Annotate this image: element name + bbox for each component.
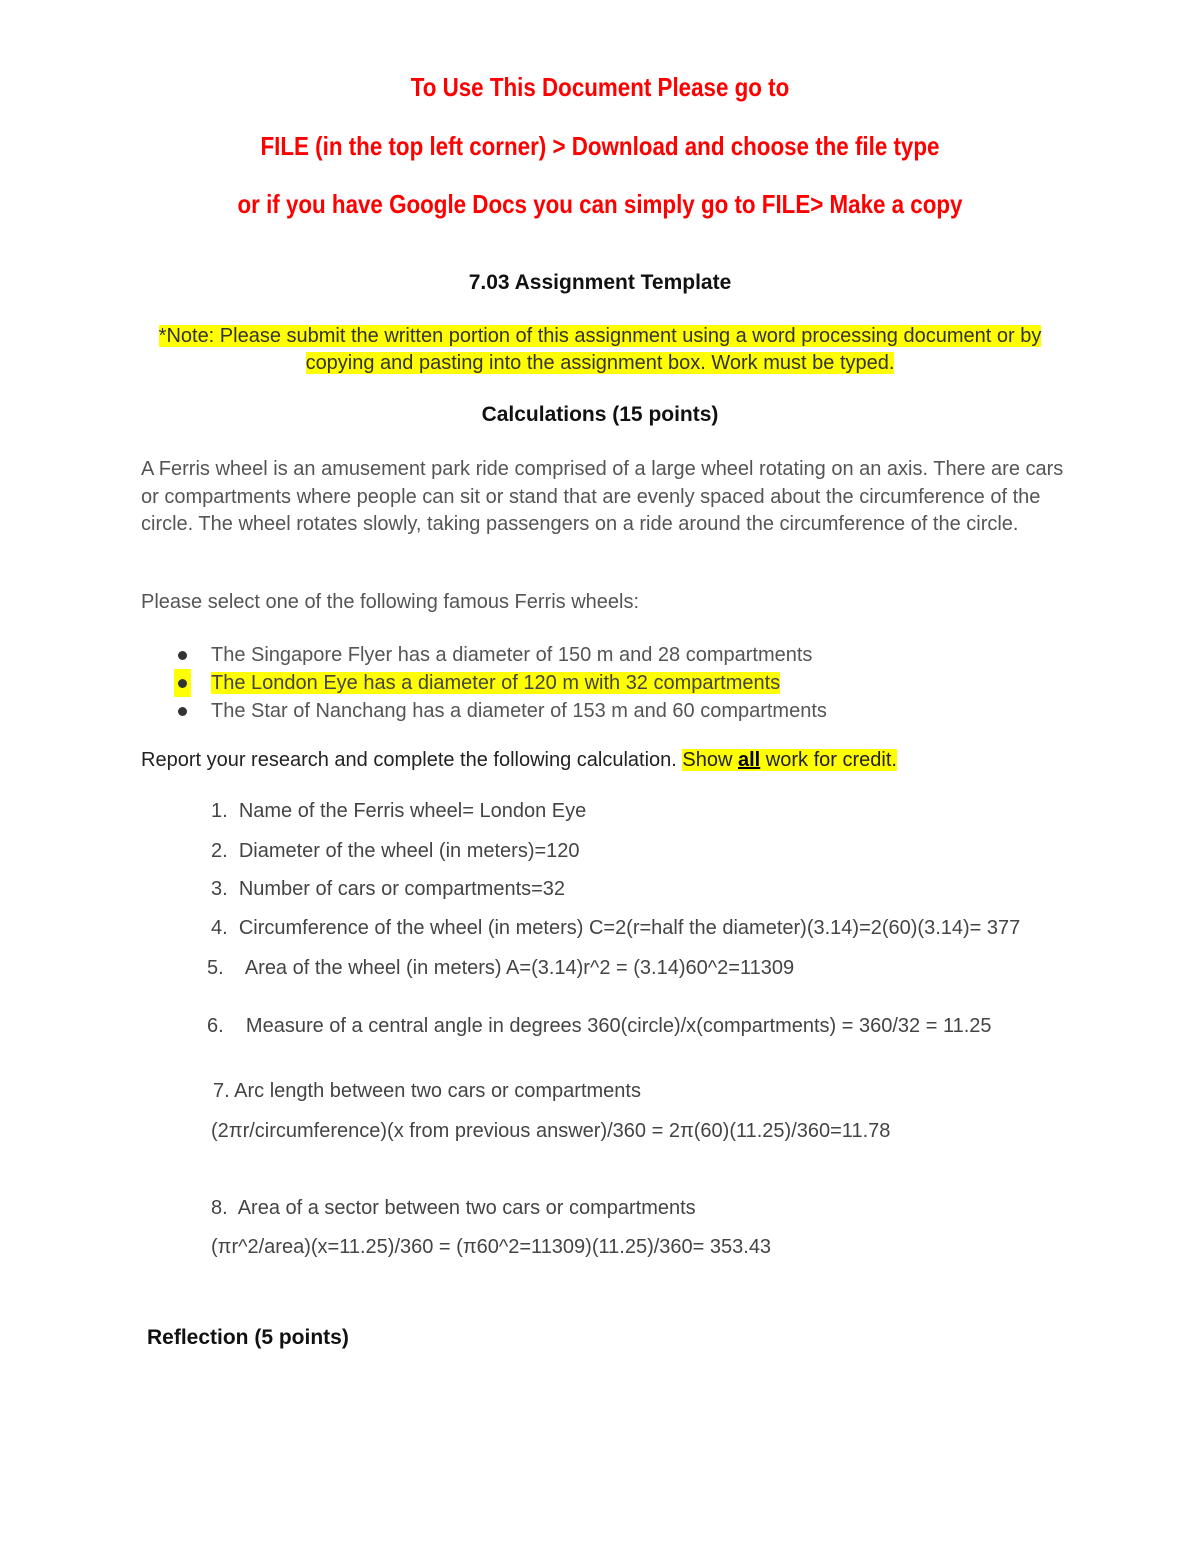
report-hl-post: work for credit.	[760, 749, 897, 771]
calc-item-3	[211, 878, 565, 901]
item-text: Area of the wheel (in meters) A=(3.14)r^2 = (3.14)60^2=11309	[244, 957, 795, 979]
calc-item-2	[211, 840, 580, 863]
item-text: Circumference of the wheel (in meters) C=2(r=half the diameter)(3.14)=2(60)(3.14)= 377	[238, 917, 1021, 939]
item-text: Name of the Ferris wheel= London Eye	[238, 800, 587, 822]
instruction-banner-line-3: or if you have Google Docs you can simply go to FILE> Make a copy	[237, 189, 963, 219]
calc-item-4	[211, 917, 1020, 940]
item-number: 1.	[211, 800, 228, 822]
item-number: 5.	[207, 957, 224, 979]
ferris-wheel-list	[141, 641, 1041, 725]
calc-item-1	[211, 800, 586, 823]
item-text: Number of cars or compartments=32	[238, 878, 566, 900]
item-text: Area of a sector between two cars or compartments	[237, 1197, 696, 1219]
bullet-icon	[178, 679, 187, 688]
report-hl-pre: Show	[682, 749, 738, 771]
bullet-icon	[178, 651, 187, 660]
item-text: Arc length between two cars or compartments	[234, 1080, 641, 1102]
report-instruction	[141, 749, 897, 772]
assignment-title: 7.03 Assignment Template	[468, 271, 732, 294]
item-number: 7.	[213, 1080, 230, 1102]
item-text: Diameter of the wheel (in meters)=120	[238, 840, 580, 862]
calc-item-7-work: (2πr/circumference)(x from previous answer)/360 = 2π(60)(11.25)/360=11.78	[211, 1120, 891, 1142]
item-text: Measure of a central angle in degrees 360(circle)/x(compartments) = 360/32 = 11.25	[245, 1015, 992, 1037]
calc-item-5	[207, 957, 794, 980]
report-lead: Report your research and complete the following calculation.	[141, 749, 683, 771]
item-number: 2.	[211, 840, 228, 862]
calc-item-8	[211, 1197, 696, 1220]
list-item-text: The Star of Nanchang has a diameter of 153 m and 60 compartments	[211, 700, 827, 722]
list-item-text: The Singapore Flyer has a diameter of 150 m and 28 compartments	[211, 644, 813, 666]
item-number: 8.	[211, 1197, 228, 1219]
calc-item-8-work: (πr^2/area)(x=11.25)/360 = (π60^2=11309)(11.25)/360= 353.43	[211, 1236, 772, 1258]
item-number: 4.	[211, 917, 228, 939]
list-item-selected	[141, 669, 1041, 697]
instruction-banner-line-2: FILE (in the top left corner) > Download and choose the file type	[260, 131, 940, 161]
calc-item-7	[213, 1080, 641, 1103]
calc-item-6	[207, 1015, 992, 1038]
bullet-icon	[178, 707, 187, 716]
reflection-heading: Reflection (5 points)	[147, 1326, 349, 1349]
list-item	[141, 697, 1041, 725]
select-prompt: Please select one of the following famous Ferris wheels:	[141, 591, 640, 613]
note-highlight: *Note: Please submit the written portion of this assignment using a word processing document or by copying and pasting into the assignment box. Work must be typed.	[158, 325, 1042, 374]
item-number: 6.	[207, 1015, 224, 1037]
report-hl-bold: all	[738, 749, 761, 771]
report-highlight	[682, 749, 897, 771]
calculations-heading: Calculations (15 points)	[481, 403, 719, 426]
list-item	[141, 641, 1041, 669]
instruction-banner-line-1: To Use This Document Please go to	[410, 72, 790, 102]
note-paragraph	[140, 323, 1060, 377]
list-item-text: The London Eye has a diameter of 120 m with 32 compartments	[211, 672, 781, 694]
item-number: 3.	[211, 878, 228, 900]
intro-paragraph: A Ferris wheel is an amusement park ride comprised of a large wheel rotating on an axis. There are cars or compartments where people can sit or stand that are evenly spaced about the circumference of the circle. The wheel rotates slowly, taking passengers on a ride around the circumference of the circle.	[141, 458, 1064, 535]
